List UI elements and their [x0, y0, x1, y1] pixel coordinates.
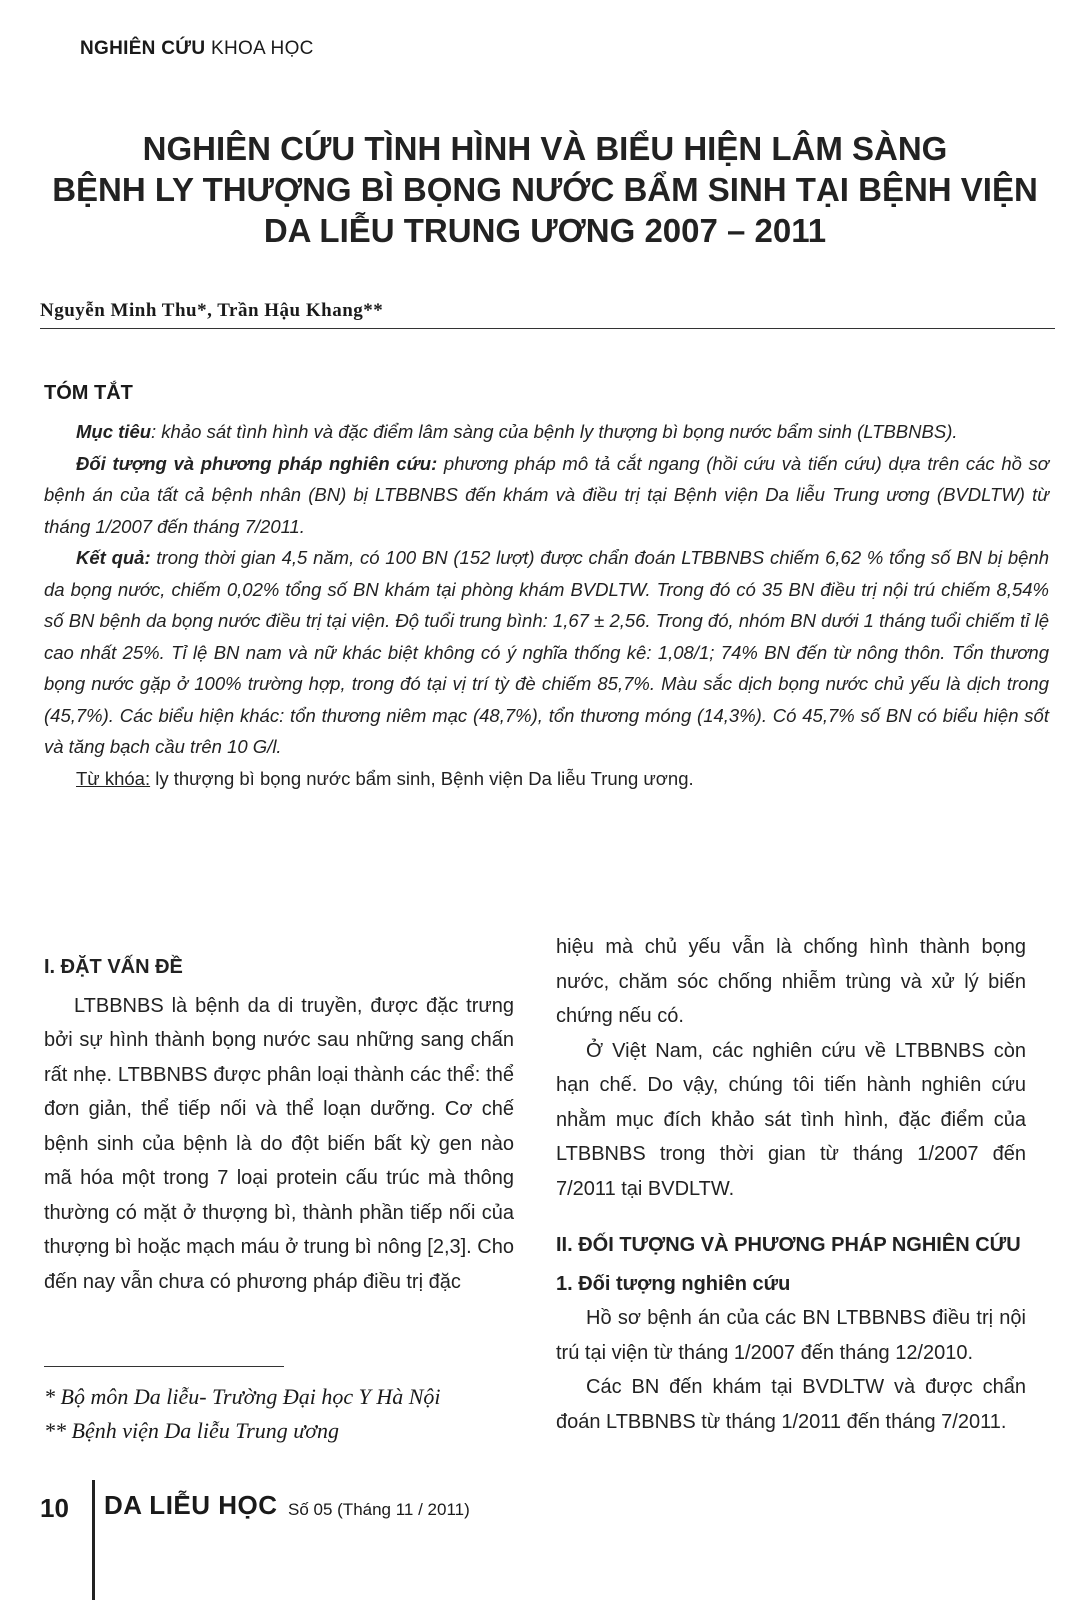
journal-issue: Số 05 (Tháng 11 / 2011): [288, 1500, 470, 1519]
journal-name: DA LIỄU HỌC: [104, 1490, 278, 1520]
footnote-divider: [44, 1366, 284, 1367]
objective-text: : khảo sát tình hình và đặc điểm lâm sàng của bệnh ly thượng bì bọng nước bẩm sinh (LTBBNBS).: [151, 421, 958, 442]
footnote-1: * Bộ môn Da liễu- Trường Đại học Y Hà Nội: [44, 1384, 441, 1409]
page-number: 10: [40, 1492, 69, 1523]
footnote-2: ** Bệnh viện Da liễu Trung ương: [44, 1418, 340, 1443]
abstract-keywords: [44, 763, 1049, 795]
abstract-results: [44, 542, 1049, 763]
section2-subheading-1: 1. Đối tượng nghiên cứu: [556, 1272, 791, 1295]
authors-divider: [40, 328, 1055, 329]
title-line-1: NGHIÊN CỨU TÌNH HÌNH VÀ BIỂU HIỆN LÂM SÀNG: [142, 130, 948, 167]
title-line-2: BỆNH LY THƯỢNG BÌ BỌNG NƯỚC BẨM SINH TẠI BỆNH VIỆN: [52, 171, 1038, 208]
running-head-bold: NGHIÊN CỨU: [80, 38, 206, 59]
article-title: [30, 128, 1060, 251]
section1-paragraph-2: Ở Việt Nam, các nghiên cứu về LTBBNBS còn hạn chế. Do vậy, chúng tôi tiến hành nghiên cứu nhằm mục đích khảo sát tình hình, đặc điểm của LTBBNBS trong thời gian từ tháng 1/2007 đến 7/2011 tại BVDLTW.: [556, 1039, 1026, 1200]
results-text: trong thời gian 4,5 năm, có 100 BN (152 lượt) được chẩn đoán LTBBNBS chiếm 6,62 % tổng số BN bị bệnh da bọng nước, chiếm 0,02% tổng số BN khám tại phòng khám BVDLTW. Trong đó có 35 BN điều trị nội trú chiếm 8,54% số BN bệnh da bọng nước điều trị tại viện. Độ tuổi trung bình: 1,67 ± 2,56. Trong đó, nhóm BN dưới 1 tháng tuổi chiếm tỉ lệ cao nhất 25%. Tỉ lệ BN nam và nữ khác biệt không có ý nghĩa thống kê: 1,08/1; 74% BN đến từ nông thôn. Tổn thương bọng nước gặp ở 100% trường hợp, trong đó tại vị trí tỳ đè chiếm 85,7%. Màu sắc dịch bọng nước chủ yếu là dịch trong (45,7%). Các biểu hiện khác: tổn thương niêm mạc (48,7%), tổn thương móng (14,3%). Có 45,7% số BN có biểu hiện sốt và tăng bạch cầu trên 10 G/l.: [44, 547, 1050, 757]
abstract-heading: TÓM TẮT: [44, 382, 133, 404]
abstract-methods: [44, 448, 1049, 543]
abstract-objective: [44, 416, 1049, 448]
keywords-label: Từ khóa:: [76, 767, 151, 789]
methods-label: Đối tượng và phương pháp nghiên cứu:: [76, 452, 438, 474]
page-footer: [40, 1488, 92, 1528]
keywords-text: ly thượng bì bọng nước bẩm sinh, Bệnh viện Da liễu Trung ương.: [150, 767, 694, 789]
section1-paragraph-1-continued: hiệu mà chủ yếu vẫn là chống hình thành bọng nước, chăm sóc chống nhiễm trùng và xử lý biến chứng nếu có.: [556, 936, 1026, 1027]
section1-heading: I. ĐẶT VẤN ĐỀ: [44, 956, 183, 978]
running-head-normal: KHOA HỌC: [210, 38, 314, 59]
right-column: [556, 930, 1026, 1439]
results-label: Kết quả:: [76, 547, 151, 568]
title-line-3: DA LIỄU TRUNG ƯƠNG 2007 – 2011: [263, 212, 827, 249]
section2-paragraph-2: Các BN đến khám tại BVDLTW và được chẩn đoán LTBBNBS từ tháng 1/2011 đến tháng 7/2011.: [556, 1376, 1026, 1433]
section1-paragraph-1: LTBBNBS là bệnh da di truyền, được đặc trưng bởi sự hình thành bọng nước sau những sang chấn rất nhẹ. LTBBNBS được phân loại thành các thể: thể đơn giản, thể tiếp nối và thể loạn dưỡng. Cơ chế bệnh sinh của bệnh là do đột biến bất kỳ gen nào mã hóa một trong 7 loại protein cấu trúc mà thông thường có mặt ở thượng bì, thành phần tiếp nối của thượng bì hoặc mạch máu ở trung bì nông [2,3]. Cho đến nay vẫn chưa có phương pháp điều trị đặc: [44, 994, 514, 1293]
footer-vertical-rule: [92, 1480, 95, 1600]
authors: Nguyễn Minh Thu*, Trần Hậu Khang**: [40, 300, 384, 321]
running-head: [80, 38, 314, 60]
abstract: [44, 416, 1049, 794]
footnotes: [44, 1380, 441, 1448]
section2-paragraph-1: Hồ sơ bệnh án của các BN LTBBNBS điều trị nội trú tại viện từ tháng 1/2007 đến tháng 12/2010.: [556, 1307, 1026, 1364]
section2-heading: II. ĐỐI TƯỢNG VÀ PHƯƠNG PHÁP NGHIÊN CỨU: [556, 1234, 1021, 1256]
methods-text: phương pháp mô tả cắt ngang (hồi cứu và tiến cứu) dựa trên các hồ sơ bệnh án của tất cả bệnh nhân (BN) bị LTBBNBS đến khám và điều trị tại Bệnh viện Da liễu Trung ương (BVDLTW) từ tháng 1/2007 đến tháng 7/2011.: [44, 452, 1049, 537]
objective-label: Mục tiêu: [76, 421, 152, 442]
left-column: [44, 950, 514, 1299]
